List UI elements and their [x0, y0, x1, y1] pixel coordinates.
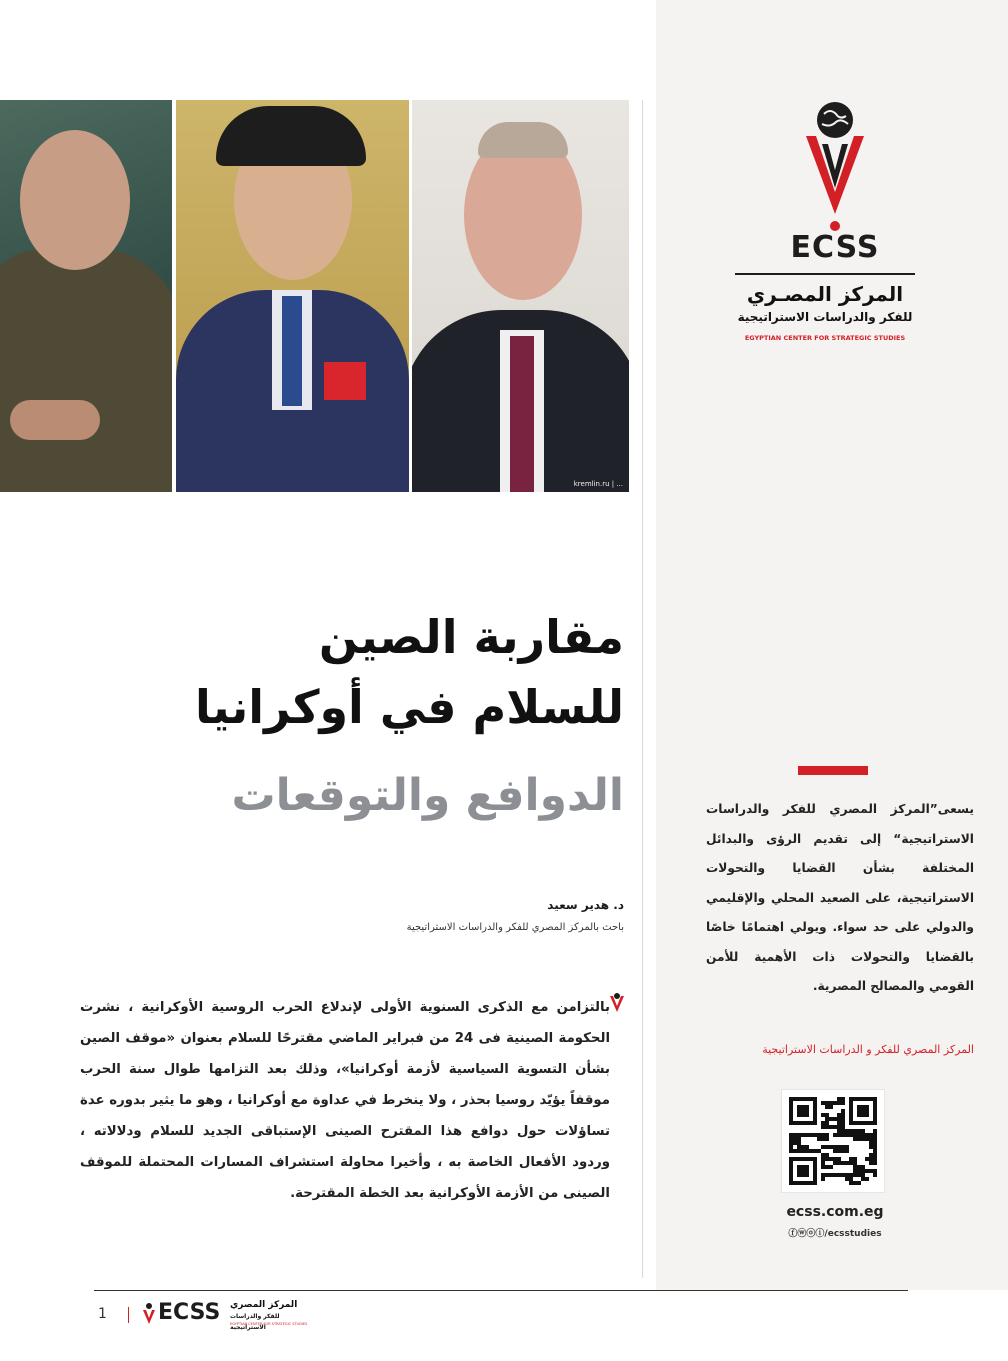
logo-rule [735, 273, 915, 275]
sidebar-signature: المركز المصري للفكر و الدراسات الاستراتيجية [762, 1043, 974, 1056]
title-subtitle: الدوافع والتوقعات [231, 770, 624, 821]
footer-arabic-main: المركز المصري [230, 1300, 298, 1310]
photo-credit: kremlin.ru | ... [573, 480, 623, 488]
page-number: 1 [98, 1306, 107, 1322]
author-name: د. هدير سعيد [547, 898, 624, 912]
title-line-2: للسلام في أوكرانيا [194, 680, 624, 734]
footer-english: EGYPTIAN CENTER FOR STRATEGIC STUDIES [230, 1322, 308, 1326]
photo-center [176, 100, 409, 492]
sidebar-accent-bar [798, 766, 868, 775]
lead-paragraph: بالتزامن مع الذكرى السنوية الأولى لإندلاع الحرب الروسية الأوكرانية ، نشرت الحكومة الصينية فى 24 من فبراير الماضي مقترحًا للسلام بعنوان «موقف الصين بشأن التسوية السياسية لأزمة أوكرانيا»، وذلك بعد التزامها طوال سنة الحرب موقفاً يؤيّد روسيا بحذر ، ولا ينخرط في عداوة مع أوكرانيا ، وهو ما يثير بدوره عدة تساؤلات حول دوافع هذا المقترح الصينى الإستباقى الجديد للسلام ودلالاته ، وردود الأفعال الخاصة به ، وأخيرا محاولة استشراف المسارات المحتملة للموقف الصينى من الأزمة الأوكرانية بعد الخطة المقترحة. [80, 1000, 611, 1201]
social-handle[interactable]: ⓕⓦⓞⓘ/ecsstudies [788, 1229, 882, 1239]
website-link[interactable]: ecss.com.eg [786, 1204, 884, 1220]
footer-arabic [230, 1300, 310, 1333]
footer-logo-icon [142, 1302, 156, 1326]
footer-separator [128, 1307, 129, 1323]
logo-ecss-text: ECSS [790, 230, 880, 265]
photo-left [0, 100, 172, 492]
qr-code-icon [789, 1097, 877, 1185]
column-divider [642, 100, 643, 1278]
title-line-1: مقاربة الصين [318, 610, 624, 664]
sidebar-about-text: يسعى”المركز المصري للفكر والدراسات الاستراتيجية“ إلى تقديم الرؤى والبدائل المختلفة بشأن القضايا والتحولات الاستراتيجية، على الصعيد المحلي والإقليمي والدولي على حد سواء. ويولي اهتمامًا خاصًا بالقضايا والتحولات ذات الأهمية للأمن القومي والمصالح المصرية. [706, 802, 974, 993]
logo-arabic-sub: للفكر والدراسات الاستراتيجية [737, 310, 913, 324]
ecss-mark-icon [608, 992, 626, 1014]
author-affiliation: باحث بالمركز المصري للفكر والدراسات الاستراتيجية [406, 922, 624, 933]
logo-arabic-main: المركز المصـري [746, 282, 904, 306]
footer-ecss-text: ECSS [158, 1300, 221, 1325]
photo-right [412, 100, 629, 492]
qr-code[interactable] [782, 1090, 884, 1192]
footer-rule [94, 1290, 908, 1291]
ecss-logo-icon [800, 96, 870, 236]
cover-photo-strip [0, 100, 629, 492]
logo-english: EGYPTIAN CENTER FOR STRATEGIC STUDIES [744, 334, 906, 342]
footer-arabic-sub: للفكر والدراسات الاستراتيجية [230, 1313, 280, 1331]
